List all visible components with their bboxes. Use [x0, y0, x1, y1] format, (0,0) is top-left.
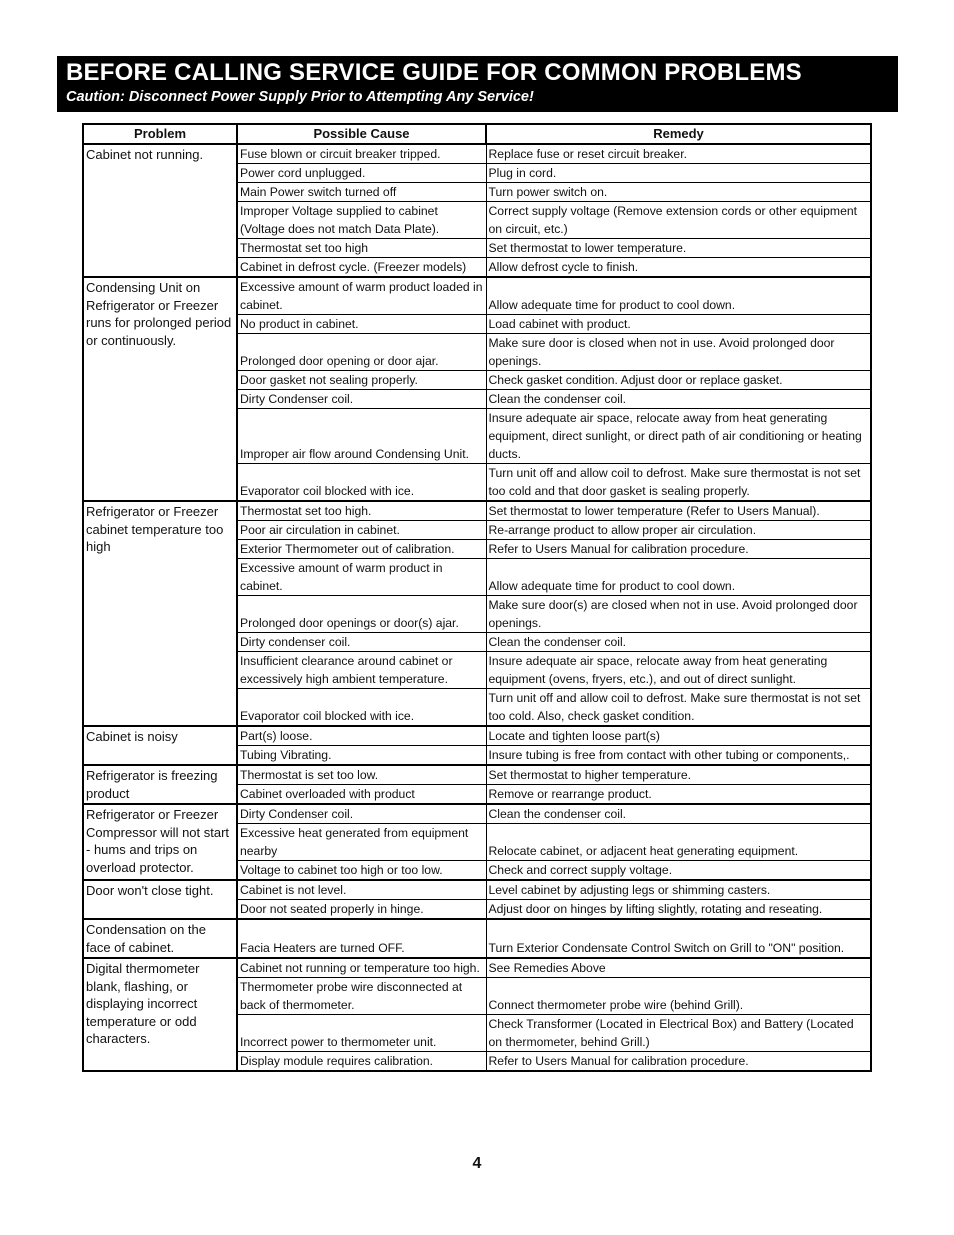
- problem-cell: Refrigerator or Freezer cabinet temperature too high: [83, 501, 237, 726]
- cause-cell: Fuse blown or circuit breaker tripped.: [237, 144, 486, 164]
- cause-cell: Cabinet not running or temperature too high.: [237, 958, 486, 978]
- remedy-cell: Clean the condenser coil.: [486, 390, 871, 409]
- table-header-row: [83, 124, 871, 144]
- page-header: [57, 56, 898, 112]
- remedy-cell: Allow adequate time for product to cool down.: [486, 277, 871, 315]
- remedy-cell: Relocate cabinet, or adjacent heat generating equipment.: [486, 824, 871, 861]
- problem-cell: Refrigerator or Freezer Compressor will not start - hums and trips on overload protector.: [83, 804, 237, 880]
- remedy-cell: Turn unit off and allow coil to defrost. Make sure thermostat is not set too cold. Also, check gasket condition.: [486, 689, 871, 727]
- remedy-cell: Make sure door is closed when not in use. Avoid prolonged door openings.: [486, 334, 871, 371]
- table-row: [83, 144, 871, 164]
- table-row: [83, 765, 871, 785]
- table-body: [83, 144, 871, 1071]
- cause-cell: Dirty condenser coil.: [237, 633, 486, 652]
- cause-cell: Incorrect power to thermometer unit.: [237, 1015, 486, 1052]
- remedy-cell: Check Transformer (Located in Electrical Box) and Battery (Located on thermometer, behind Grill.): [486, 1015, 871, 1052]
- cause-cell: Door not seated properly in hinge.: [237, 900, 486, 920]
- problem-cell: Condensation on the face of cabinet.: [83, 919, 237, 958]
- remedy-cell: Clean the condenser coil.: [486, 633, 871, 652]
- cause-cell: Cabinet overloaded with product: [237, 785, 486, 805]
- remedy-cell: Allow defrost cycle to finish.: [486, 258, 871, 278]
- page-number: 4: [472, 1155, 482, 1172]
- remedy-cell: Insure tubing is free from contact with other tubing or components,.: [486, 746, 871, 766]
- cause-cell: Door gasket not sealing properly.: [237, 371, 486, 390]
- problem-cell: Refrigerator is freezing product: [83, 765, 237, 804]
- remedy-cell: Turn power switch on.: [486, 183, 871, 202]
- cause-cell: Cabinet in defrost cycle. (Freezer models): [237, 258, 486, 278]
- problem-cell: Cabinet not running.: [83, 144, 237, 277]
- remedy-cell: Set thermostat to lower temperature (Refer to Users Manual).: [486, 501, 871, 521]
- remedy-cell: Make sure door(s) are closed when not in use. Avoid prolonged door openings.: [486, 596, 871, 633]
- problem-cell: Digital thermometer blank, flashing, or displaying incorrect temperature or odd characters.: [83, 958, 237, 1071]
- remedy-cell: Plug in cord.: [486, 164, 871, 183]
- remedy-cell: Adjust door on hinges by lifting slightly, rotating and reseating.: [486, 900, 871, 920]
- cause-cell: Display module requires calibration.: [237, 1052, 486, 1072]
- cause-cell: Prolonged door opening or door ajar.: [237, 334, 486, 371]
- cause-cell: No product in cabinet.: [237, 315, 486, 334]
- table-row: [83, 919, 871, 958]
- cause-cell: Excessive amount of warm product in cabinet.: [237, 559, 486, 596]
- troubleshooting-table: [82, 123, 872, 1072]
- cause-cell: Dirty Condenser coil.: [237, 804, 486, 824]
- cause-cell: Main Power switch turned off: [237, 183, 486, 202]
- remedy-cell: Connect thermometer probe wire (behind Grill).: [486, 978, 871, 1015]
- caution-note: Caution: Disconnect Power Supply Prior to Attempting Any Service!: [66, 89, 534, 105]
- column-header-problem: Problem: [83, 124, 237, 144]
- remedy-cell: Clean the condenser coil.: [486, 804, 871, 824]
- table-row: [83, 501, 871, 521]
- cause-cell: Thermostat set too high.: [237, 501, 486, 521]
- remedy-cell: Set thermostat to higher temperature.: [486, 765, 871, 785]
- problem-cell: Door won't close tight.: [83, 880, 237, 919]
- remedy-cell: Replace fuse or reset circuit breaker.: [486, 144, 871, 164]
- remedy-cell: Check gasket condition. Adjust door or replace gasket.: [486, 371, 871, 390]
- remedy-cell: Allow adequate time for product to cool down.: [486, 559, 871, 596]
- remedy-cell: Level cabinet by adjusting legs or shimming casters.: [486, 880, 871, 900]
- cause-cell: Voltage to cabinet too high or too low.: [237, 861, 486, 881]
- cause-cell: Power cord unplugged.: [237, 164, 486, 183]
- remedy-cell: Correct supply voltage (Remove extension cords or other equipment on circuit, etc.): [486, 202, 871, 239]
- cause-cell: Excessive heat generated from equipment nearby: [237, 824, 486, 861]
- remedy-cell: Insure adequate air space, relocate away from heat generating equipment, direct sunlight, or direct path of air conditioning or heating ducts.: [486, 409, 871, 464]
- column-header-remedy: Remedy: [486, 124, 871, 144]
- cause-cell: Part(s) loose.: [237, 726, 486, 746]
- cause-cell: Improper air flow around Condensing Unit.: [237, 409, 486, 464]
- remedy-cell: Set thermostat to lower temperature.: [486, 239, 871, 258]
- cause-cell: Excessive amount of warm product loaded in cabinet.: [237, 277, 486, 315]
- remedy-cell: Remove or rearrange product.: [486, 785, 871, 805]
- remedy-cell: Load cabinet with product.: [486, 315, 871, 334]
- problem-cell: Condensing Unit on Refrigerator or Freezer runs for prolonged period or continuously.: [83, 277, 237, 501]
- cause-cell: Exterior Thermometer out of calibration.: [237, 540, 486, 559]
- table-row: [83, 880, 871, 900]
- cause-cell: Cabinet is not level.: [237, 880, 486, 900]
- cause-cell: Tubing Vibrating.: [237, 746, 486, 766]
- table-row: [83, 804, 871, 824]
- table-row: [83, 958, 871, 978]
- remedy-cell: See Remedies Above: [486, 958, 871, 978]
- cause-cell: Insufficient clearance around cabinet or excessively high ambient temperature.: [237, 652, 486, 689]
- table-row: [83, 277, 871, 315]
- remedy-cell: Re-arrange product to allow proper air circulation.: [486, 521, 871, 540]
- column-header-cause: Possible Cause: [237, 124, 486, 144]
- cause-cell: Improper Voltage supplied to cabinet (Voltage does not match Data Plate).: [237, 202, 486, 239]
- remedy-cell: Refer to Users Manual for calibration procedure.: [486, 540, 871, 559]
- remedy-cell: Insure adequate air space, relocate away from heat generating equipment (ovens, fryers, etc.), and out of direct sunlight.: [486, 652, 871, 689]
- problem-cell: Cabinet is noisy: [83, 726, 237, 765]
- cause-cell: Evaporator coil blocked with ice.: [237, 464, 486, 502]
- cause-cell: Thermometer probe wire disconnected at back of thermometer.: [237, 978, 486, 1015]
- remedy-cell: Turn unit off and allow coil to defrost. Make sure thermostat is not set too cold and that door gasket is sealing properly.: [486, 464, 871, 502]
- cause-cell: Poor air circulation in cabinet.: [237, 521, 486, 540]
- table-row: [83, 726, 871, 746]
- cause-cell: Dirty Condenser coil.: [237, 390, 486, 409]
- remedy-cell: Locate and tighten loose part(s): [486, 726, 871, 746]
- page-title: BEFORE CALLING SERVICE GUIDE FOR COMMON PROBLEMS: [66, 59, 802, 86]
- cause-cell: Thermostat set too high: [237, 239, 486, 258]
- cause-cell: Thermostat is set too low.: [237, 765, 486, 785]
- cause-cell: Evaporator coil blocked with ice.: [237, 689, 486, 727]
- remedy-cell: Check and correct supply voltage.: [486, 861, 871, 881]
- cause-cell: Prolonged door openings or door(s) ajar.: [237, 596, 486, 633]
- remedy-cell: Turn Exterior Condensate Control Switch on Grill to "ON" position.: [486, 919, 871, 958]
- cause-cell: Facia Heaters are turned OFF.: [237, 919, 486, 958]
- remedy-cell: Refer to Users Manual for calibration procedure.: [486, 1052, 871, 1072]
